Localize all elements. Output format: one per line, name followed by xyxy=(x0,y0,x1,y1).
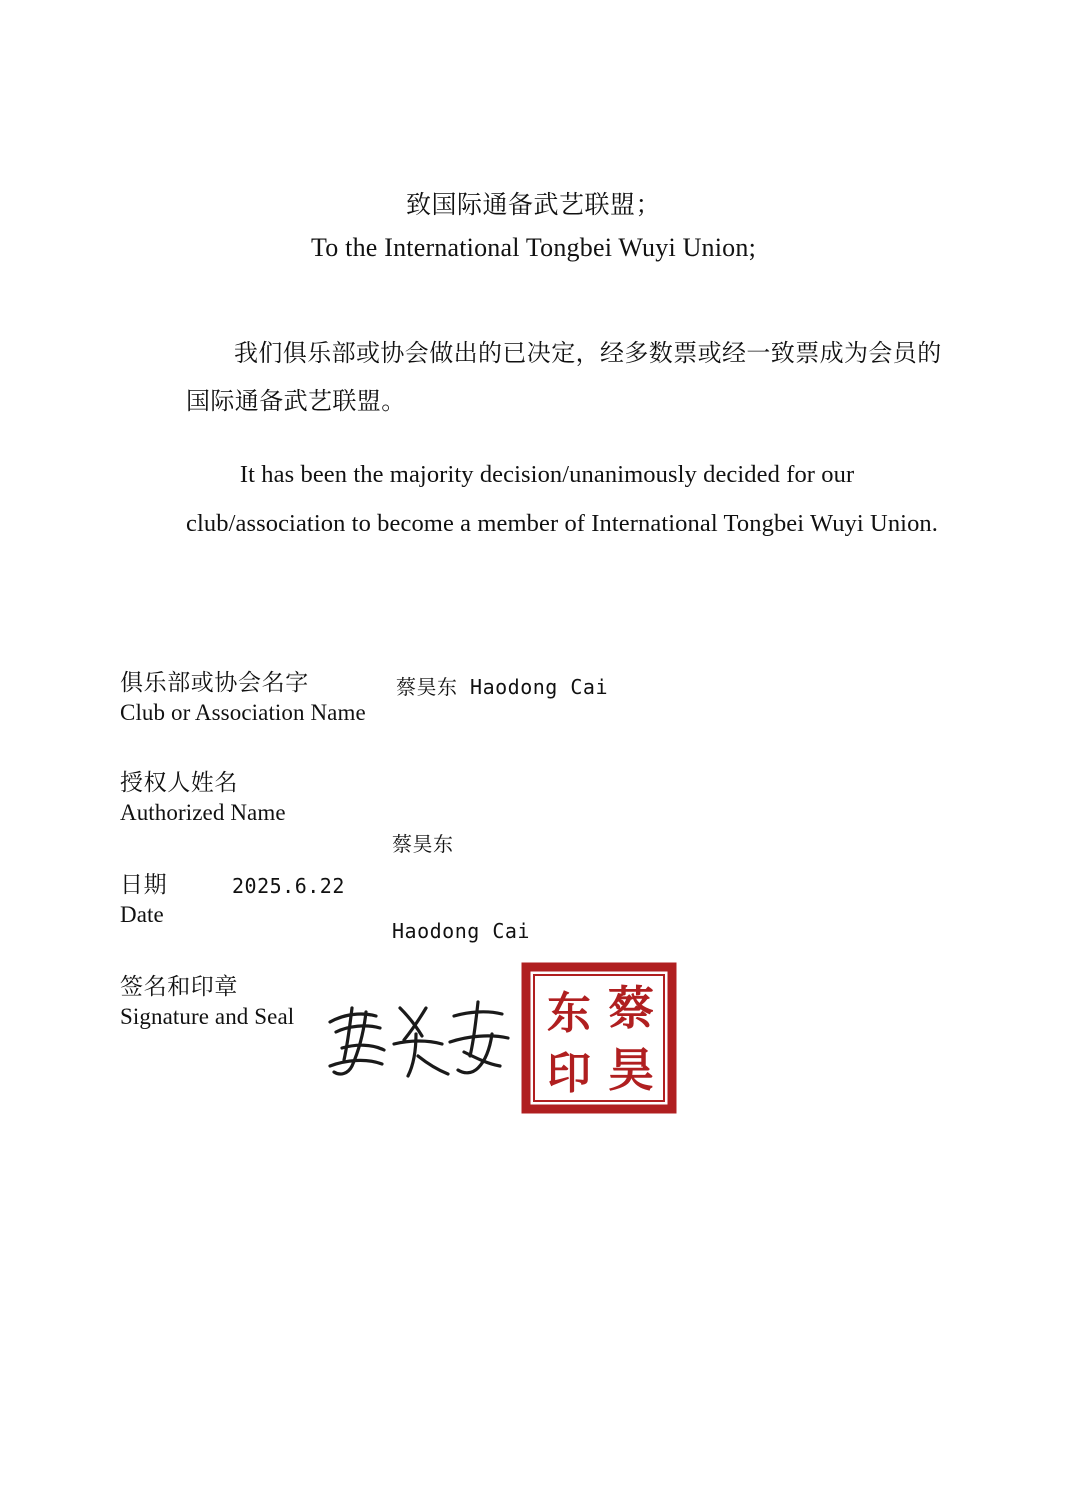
field-club-name-label-chinese: 俱乐部或协会名字 xyxy=(120,670,309,695)
field-signature-seal-label-chinese: 签名和印章 xyxy=(120,974,238,999)
field-signature-seal-label-english: Signature and Seal xyxy=(120,1004,295,1030)
header-title-chinese: 致国际通备武艺联盟； xyxy=(405,192,661,219)
field-club-name xyxy=(120,668,366,729)
field-club-name-value: 蔡昊东 Haodong Cai xyxy=(396,675,608,699)
field-date-value: 2025.6.22 xyxy=(232,874,345,898)
field-date xyxy=(120,870,167,931)
field-authorized-name-value xyxy=(392,772,530,1004)
field-club-name-label-english: Club or Association Name xyxy=(120,700,366,726)
body-paragraph-chinese: 我们俱乐部或协会做出的已决定，经多数票或经一致票成为会员的国际通备武艺联盟。 xyxy=(186,341,942,415)
field-authorized-name-value-line2: Haodong Cai xyxy=(392,919,530,943)
seal-char-2: 蔡 xyxy=(608,981,654,1035)
field-date-label-chinese: 日期 xyxy=(120,872,168,897)
document-header xyxy=(0,188,1067,266)
field-authorized-name-label-english: Authorized Name xyxy=(120,800,286,826)
field-signature-seal xyxy=(120,972,294,1033)
header-title-english: To the International Tongbei Wuyi Union; xyxy=(311,232,756,262)
field-date-label-english: Date xyxy=(120,902,164,928)
seal-char-1: 东 xyxy=(547,988,591,1039)
seal-char-3: 印 xyxy=(547,1048,591,1099)
red-seal-stamp xyxy=(521,962,677,1114)
body-paragraph-english: It has been the majority decision/unanimously decided for our club/association to become a member of International Tongbei Wuyi Union. xyxy=(186,461,939,537)
seal-char-4: 昊 xyxy=(608,1043,654,1097)
field-authorized-name xyxy=(120,768,286,829)
handwritten-signature xyxy=(322,986,522,1086)
field-authorized-name-label-chinese: 授权人姓名 xyxy=(120,770,238,795)
field-authorized-name-value-line1: 蔡昊东 xyxy=(392,832,454,856)
